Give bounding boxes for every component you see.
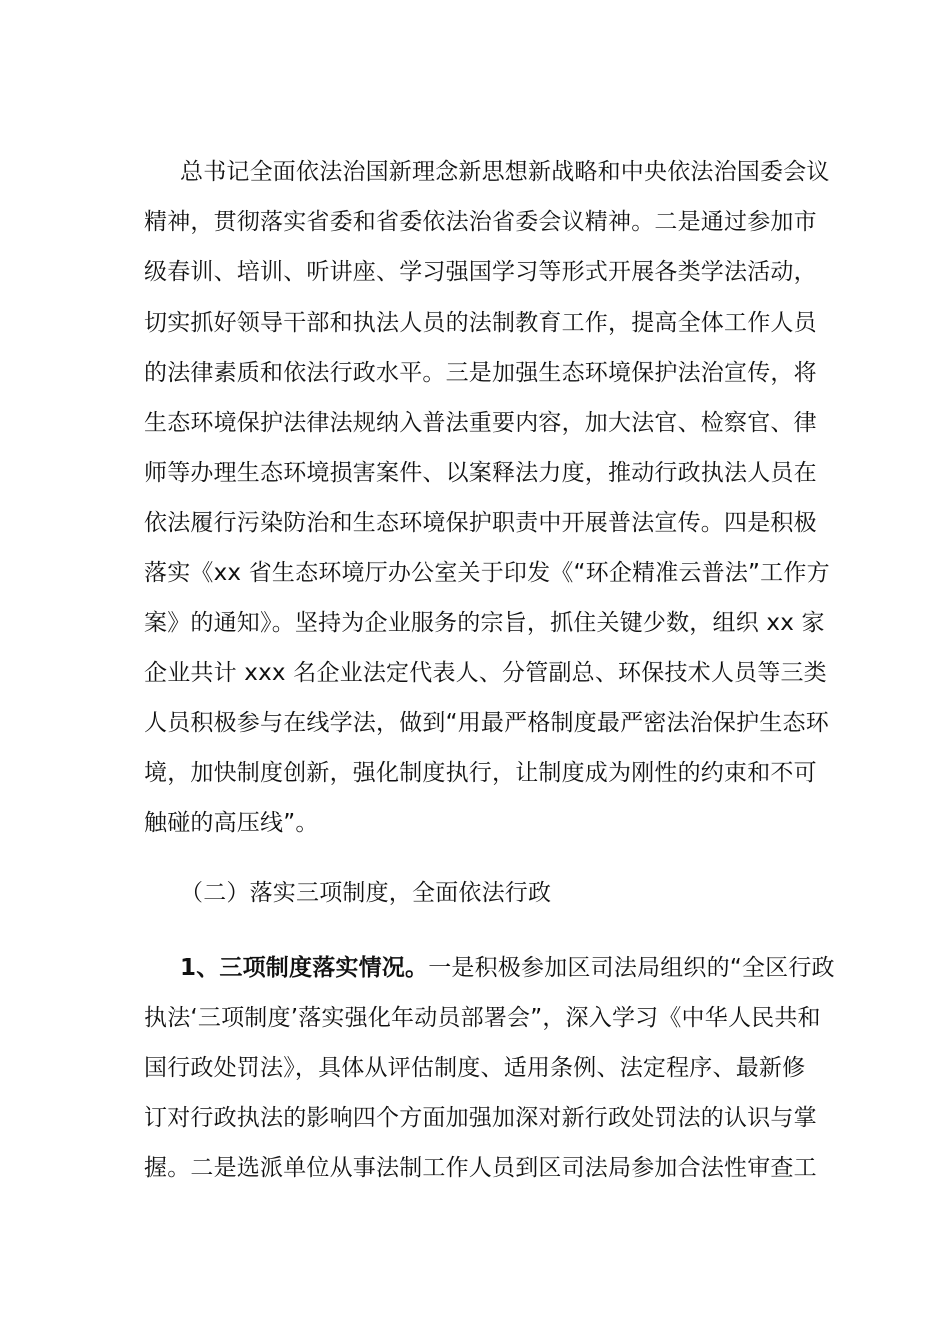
paragraph-line: 国行政处罚法》，具体从评估制度、适用条例、法定程序、最新修 <box>144 1055 806 1081</box>
paragraph-line: 人员积极参与在线学法，做到“用最严格制度最严密法治保护生态环 <box>144 710 829 736</box>
paragraph-line: 的法律素质和依法行政水平。三是加强生态环境保护法治宣传，将 <box>144 360 817 386</box>
paragraph-line: 执法‘三项制度’落实强化年动员部署会”，深入学习《中华人民共和 <box>144 1005 821 1031</box>
paragraph-line: 总书记全面依法治国新理念新思想新战略和中央依法治国委会议 <box>180 159 830 185</box>
paragraph-line: 落实《xx 省生态环境厅办公室关于印发《“环企精准云普法”工作方 <box>144 560 830 586</box>
paragraph-line: 触碰的高压线”。 <box>144 810 319 836</box>
paragraph-line: 级春训、培训、听讲座、学习强国学习等形式开展各类学法活动， <box>144 259 817 285</box>
paragraph-line: 握。二是选派单位从事法制工作人员到区司法局参加合法性审查工 <box>144 1155 817 1181</box>
section-heading: （二）落实三项制度，全面依法行政 <box>180 880 552 906</box>
paragraph-line: 师等办理生态环境损害案件、以案释法力度，推动行政执法人员在 <box>144 460 817 486</box>
item-text: 一是积极参加区司法局组织的“全区行政 <box>428 955 835 981</box>
paragraph-line: 订对行政执法的影响四个方面加强加深对新行政处罚法的认识与掌 <box>144 1105 817 1131</box>
paragraph-line: 案》的通知》。坚持为企业服务的宗旨，抓住关键少数，组织 xx 家 <box>144 610 825 636</box>
paragraph-line: 境，加快制度创新，强化制度执行，让制度成为刚性的约束和不可 <box>144 760 817 786</box>
paragraph-line: 依法履行污染防治和生态环境保护职责中开展普法宣传。四是积极 <box>144 510 817 536</box>
paragraph-line <box>180 953 835 983</box>
paragraph-line: 切实抓好领导干部和执法人员的法制教育工作，提高全体工作人员 <box>144 310 817 336</box>
paragraph-line: 精神，贯彻落实省委和省委依法治省委会议精神。二是通过参加市 <box>144 209 817 235</box>
paragraph-line: 企业共计 xxx 名企业法定代表人、分管副总、环保技术人员等三类 <box>144 660 827 686</box>
item-lead: 1、三项制度落实情况。 <box>180 955 429 981</box>
paragraph-line: 生态环境保护法律法规纳入普法重要内容，加大法官、检察官、律 <box>144 410 817 436</box>
